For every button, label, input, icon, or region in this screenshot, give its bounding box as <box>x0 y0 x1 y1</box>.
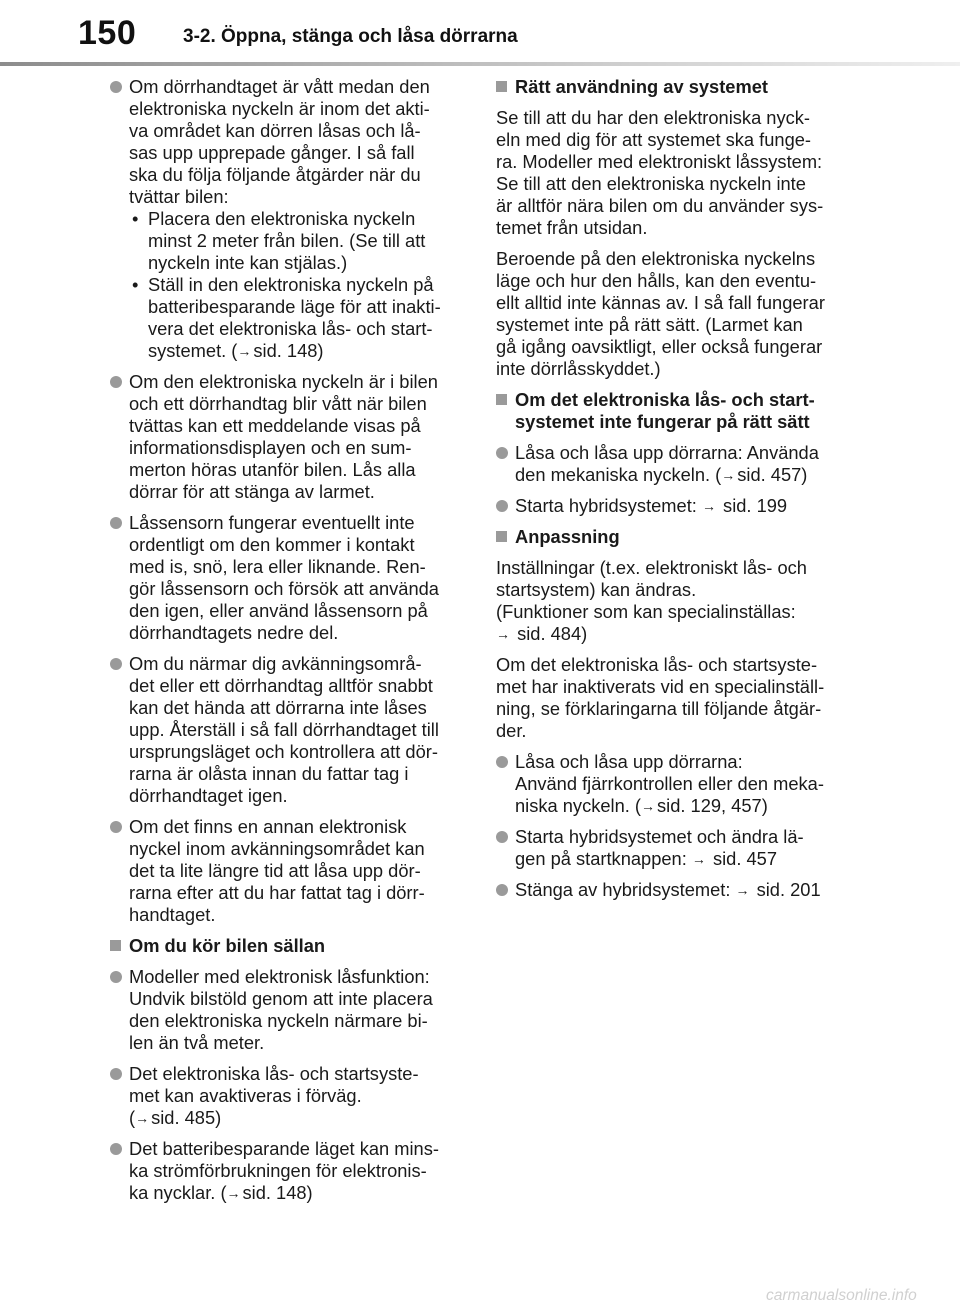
text-line <box>515 879 856 901</box>
list-item <box>110 512 468 644</box>
list-item <box>110 1063 468 1129</box>
list-item <box>110 76 468 362</box>
arrow-right-icon: → <box>735 882 750 898</box>
text-line: elektroniska nyckeln är inom det akti- <box>129 98 430 119</box>
text-line: rarna är olåsta innan du fattar tag i <box>129 763 409 784</box>
text: ka nycklar. ( <box>129 1182 227 1203</box>
text: den mekaniska nyckeln. ( <box>515 464 722 485</box>
paragraph <box>496 654 856 742</box>
text-line: ursprungsläget och kontrollera att dör- <box>129 741 438 762</box>
text-line: informationsdisplayen och en sum- <box>129 437 412 458</box>
text: Stänga av hybridsystemet: <box>515 879 736 900</box>
arrow-right-icon: → <box>641 798 655 814</box>
page-reference[interactable]: sid. 199 <box>723 495 788 516</box>
text-line: Om du närmar dig avkänningsområ- <box>129 653 422 674</box>
text-line: Det batteribesparande läget kan mins- <box>129 1138 439 1159</box>
section-heading <box>496 389 856 433</box>
text: ( <box>129 1107 136 1128</box>
text: systemet. ( <box>148 340 238 361</box>
text-line: Låssensorn fungerar eventuellt inte <box>129 512 415 533</box>
text-line: Om dörrhandtaget är vått medan den <box>129 76 430 97</box>
text-line: Låsa och låsa upp dörrarna: Använda <box>515 442 819 463</box>
text-line: Om den elektroniska nyckeln är i bilen <box>129 371 438 392</box>
text-line: ska du följa följande åtgärder när du <box>129 164 421 185</box>
list-item <box>496 495 856 517</box>
bullet-icon <box>110 1068 122 1080</box>
text-line: va området kan dörren låsas och lå- <box>129 120 421 141</box>
text-line: Beroende på den elektroniska nyckelns <box>496 248 816 269</box>
arrow-right-icon: → <box>135 1110 150 1126</box>
bullet-icon <box>110 81 122 93</box>
arrow-right-icon: → <box>496 626 510 642</box>
list-item <box>110 371 468 503</box>
page-reference[interactable]: sid. 457 <box>712 848 777 869</box>
text-line: upp. Återställ i så fall dörrhandtaget till <box>129 719 439 740</box>
header-rule <box>0 62 960 66</box>
bullet-icon <box>110 821 122 833</box>
text-line: Se till att du har den elektroniska nyck- <box>496 107 810 128</box>
list-item <box>110 966 468 1054</box>
list-item <box>110 816 468 926</box>
text-line: dörrhandtagets nedre del. <box>129 622 339 643</box>
page-number: 150 <box>78 14 137 52</box>
text-line: Se till att den elektroniska nyckeln inte <box>496 173 806 194</box>
arrow-right-icon: → <box>691 851 706 867</box>
page-reference[interactable]: sid. 485) <box>151 1107 222 1128</box>
text-line: det ta lite längre tid att låsa upp dör- <box>129 860 421 881</box>
paragraph <box>496 248 856 380</box>
text-line: Modeller med elektronisk låsfunktion: <box>129 966 430 987</box>
page-reference[interactable]: sid. 201 <box>756 879 821 900</box>
text-line: är alltför nära bilen om du använder sys- <box>496 195 824 216</box>
text-line <box>496 623 856 645</box>
bullet-icon <box>110 517 122 529</box>
square-bullet-icon <box>110 940 121 951</box>
bullet-icon <box>110 376 122 388</box>
heading-text: Om du kör bilen sällan <box>129 935 326 956</box>
text-line: gör låssensorn och försök att använda <box>129 578 439 599</box>
text-line: Använd fjärrkontrollen eller den meka- <box>515 773 824 794</box>
text-line: läge och hur den hålls, kan den eventu- <box>496 270 817 291</box>
text-line: Inställningar (t.ex. elektroniskt lås- och <box>496 557 807 578</box>
text: Starta hybridsystemet: <box>515 495 702 516</box>
text-line: minst 2 meter från bilen. (Se till att <box>148 230 426 251</box>
text-line: Placera den elektroniska nyckeln <box>148 208 416 229</box>
text-line: rarna efter att du har fattat tag i dörr- <box>129 882 425 903</box>
text-line: ning, se förklaringarna till följande åtgär- <box>496 698 822 719</box>
text-line <box>129 1182 468 1204</box>
text-line: ellt alltid inte kännas av. I så fall fungerar <box>496 292 825 313</box>
list-item <box>496 751 856 817</box>
heading-text: Rätt användning av systemet <box>515 76 768 97</box>
text-line: tvättar bilen: <box>129 186 229 207</box>
text-line: eln med dig för att systemet ska funge- <box>496 129 811 150</box>
text-line: sas upp upprepade gånger. I så fall <box>129 142 415 163</box>
text-line: startsystem) kan ändras. <box>496 579 697 600</box>
section-heading <box>110 935 468 957</box>
list-item <box>110 653 468 807</box>
page-reference[interactable]: sid. 148) <box>242 1182 313 1203</box>
text-line: ka strömförbrukningen för elektronis- <box>129 1160 427 1181</box>
bullet-icon <box>496 447 508 459</box>
list-item <box>496 879 856 901</box>
text-line <box>129 1107 468 1129</box>
text: niska nyckeln. ( <box>515 795 641 816</box>
page-reference[interactable]: sid. 148) <box>253 340 324 361</box>
text-line: temet från utsidan. <box>496 217 648 238</box>
section-title: 3-2. Öppna, stänga och låsa dörrarna <box>183 26 518 47</box>
section-heading <box>496 76 856 98</box>
square-bullet-icon <box>496 394 507 405</box>
text-line <box>515 848 856 870</box>
text-line: dörrhandtaget igen. <box>129 785 288 806</box>
page-reference[interactable]: sid. 457) <box>737 464 808 485</box>
text-line: Starta hybridsystemet och ändra lä- <box>515 826 804 847</box>
page-header <box>0 0 960 76</box>
text-line: ordentligt om den kommer i kontakt <box>129 534 415 555</box>
section-heading <box>496 526 856 548</box>
page-reference[interactable]: sid. 129, 457) <box>657 795 768 816</box>
text-line: tvättas kan ett meddelande visas på <box>129 415 421 436</box>
heading-text: systemet inte fungerar på rätt sätt <box>515 411 810 432</box>
text-line: nyckeln inte kan stjälas.) <box>148 252 348 273</box>
bullet-icon <box>110 971 122 983</box>
text-line: Om det elektroniska lås- och startsyste- <box>496 654 818 675</box>
arrow-right-icon: → <box>721 467 736 483</box>
text-line <box>515 495 856 517</box>
sub-bullet-icon: • <box>132 208 139 229</box>
text-line: nyckel inom avkänningsområdet kan <box>129 838 425 859</box>
text-line: Det elektroniska lås- och startsyste- <box>129 1063 419 1084</box>
list-item <box>496 442 856 486</box>
text-line: dörrar för att stänga av larmet. <box>129 481 375 502</box>
text-line: met har inaktiverats vid en specialinställ- <box>496 676 825 697</box>
text-line: det eller ett dörrhandtag alltför snabbt <box>129 675 433 696</box>
page-reference[interactable]: sid. 484) <box>517 623 588 644</box>
list-item <box>110 1138 468 1204</box>
text-line: met kan avaktiveras i förväg. <box>129 1085 362 1106</box>
right-column <box>496 76 856 910</box>
arrow-right-icon: → <box>237 343 252 359</box>
watermark: carmanualsonline.info <box>766 1287 917 1304</box>
text-line: och ett dörrhandtag blir vått när bilen <box>129 393 427 414</box>
bullet-icon <box>110 1143 122 1155</box>
text: gen på startknappen: <box>515 848 692 869</box>
text-line: gå igång oavsiktligt, eller också fungerar <box>496 336 823 357</box>
bullet-icon <box>496 756 508 768</box>
list-item <box>496 826 856 870</box>
arrow-right-icon: → <box>701 498 716 514</box>
text-line <box>515 464 856 486</box>
arrow-right-icon: → <box>226 1185 241 1201</box>
heading-text: Om det elektroniska lås- och start- <box>515 389 815 410</box>
text-line: vera det elektroniska lås- och start- <box>148 318 433 339</box>
text-line: inte dörrlåsskyddet.) <box>496 358 661 379</box>
paragraph <box>496 557 856 645</box>
text-line: handtaget. <box>129 904 216 925</box>
square-bullet-icon <box>496 531 507 542</box>
text-line: den elektroniska nyckeln närmare bi- <box>129 1010 428 1031</box>
bullet-icon <box>496 831 508 843</box>
sub-list-item <box>129 208 468 274</box>
text-line: Låsa och låsa upp dörrarna: <box>515 751 743 772</box>
text-line: Om det finns en annan elektronisk <box>129 816 407 837</box>
text-line: kan det hända att dörrarna inte låses <box>129 697 427 718</box>
bullet-icon <box>110 658 122 670</box>
bullet-icon <box>496 884 508 896</box>
sub-bullet-icon: • <box>132 274 139 295</box>
bullet-icon <box>496 500 508 512</box>
square-bullet-icon <box>496 81 507 92</box>
text-line: merton höras utanför bilen. Lås alla <box>129 459 416 480</box>
text-line: (Funktioner som kan specialinställas: <box>496 601 796 622</box>
text-line: Undvik bilstöld genom att inte placera <box>129 988 433 1009</box>
text-line <box>148 340 468 362</box>
text-line: med is, snö, lera eller liknande. Ren- <box>129 556 426 577</box>
text-line: systemet inte på rätt sätt. (Larmet kan <box>496 314 803 335</box>
left-column <box>110 76 468 1213</box>
text-line: len än två meter. <box>129 1032 265 1053</box>
text-line: den igen, eller använd låssensorn på <box>129 600 428 621</box>
text-line: batteribesparande läge för att inakti- <box>148 296 441 317</box>
sub-list-item <box>129 274 468 362</box>
heading-text: Anpassning <box>515 526 620 547</box>
text-line: ra. Modeller med elektroniskt låssystem: <box>496 151 823 172</box>
text-line: Ställ in den elektroniska nyckeln på <box>148 274 434 295</box>
text-line: der. <box>496 720 527 741</box>
paragraph <box>496 107 856 239</box>
text-line <box>515 795 856 817</box>
